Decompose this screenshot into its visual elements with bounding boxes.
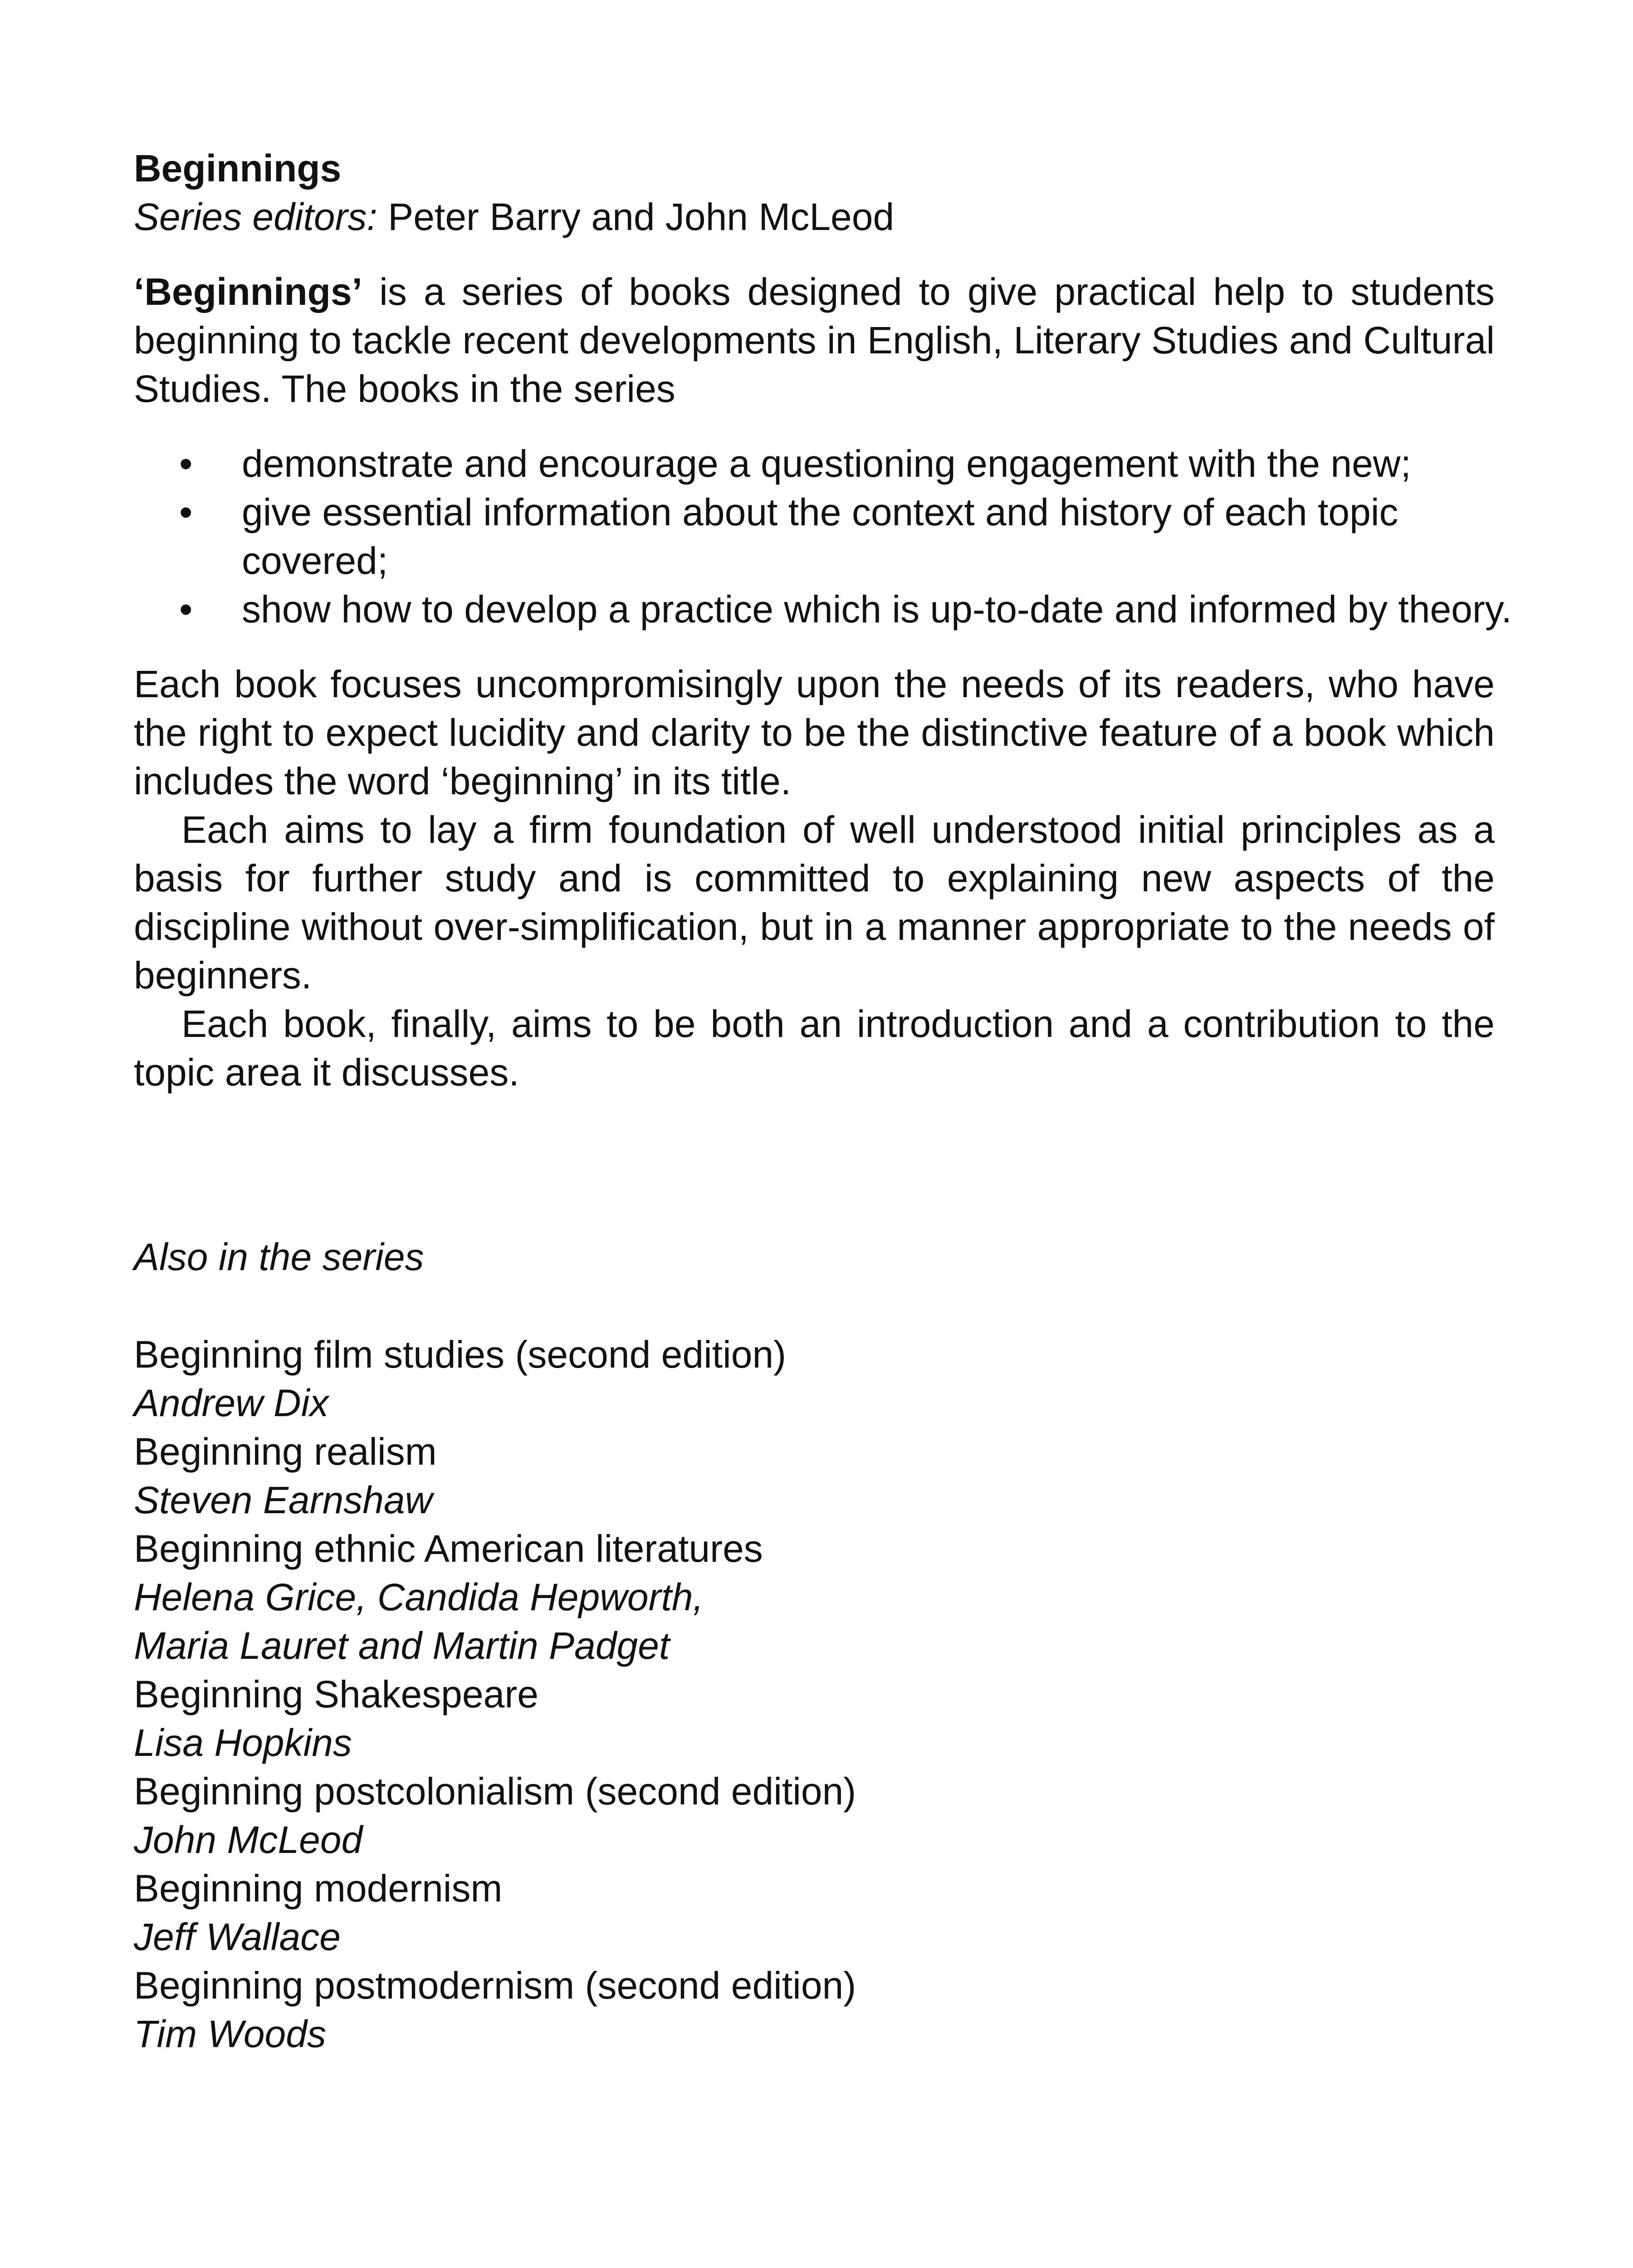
series-title: Beginnings bbox=[134, 147, 342, 190]
book-title: Beginning modernism bbox=[134, 1867, 503, 1910]
bullet-icon: • bbox=[179, 442, 193, 485]
series-editors-names: Peter Barry and John McLeod bbox=[377, 196, 895, 238]
series-page bbox=[134, 144, 1512, 2058]
book-list bbox=[134, 1330, 1495, 2058]
book-author: Jeff Wallace bbox=[134, 1916, 341, 1958]
book-title: Beginning postcolonialism (second edition) bbox=[134, 1770, 856, 1813]
book-title: Beginning Shakespeare bbox=[134, 1673, 539, 1716]
feature-item bbox=[134, 585, 1548, 634]
book-author: John McLeod bbox=[134, 1818, 363, 1861]
also-in-series-heading: Also in the series bbox=[134, 1236, 424, 1278]
feature-text: give essential information about the context and history of each topic covered; bbox=[242, 491, 1398, 582]
series-intro-paragraph bbox=[134, 268, 1495, 413]
book-title: Beginning postmodernism (second edition) bbox=[134, 1964, 856, 2007]
bullet-icon: • bbox=[179, 491, 193, 533]
book-author: Andrew Dix bbox=[134, 1382, 329, 1424]
series-intro-text: is a series of books designed to give practical help to students beginning to tackle recent developments in English, Literary Studies and Cultural Studies. The books in the series bbox=[134, 270, 1495, 410]
series-features-list bbox=[134, 440, 1512, 634]
feature-item bbox=[134, 440, 1548, 488]
book-author: Steven Earnshaw bbox=[134, 1479, 433, 1521]
book-title: Beginning film studies (second edition) bbox=[134, 1333, 787, 1376]
foundation-paragraph: Each aims to lay a firm foundation of well understood initial principles as a basis for further study and is committed to explaining new aspects of the discipline without over-simplification, but in a manner appropriate to the needs of beginners. bbox=[134, 808, 1495, 997]
book-author: Tim Woods bbox=[134, 2013, 326, 2055]
book-title: Beginning realism bbox=[134, 1430, 437, 1473]
series-editors-label: Series editors: bbox=[134, 196, 377, 238]
book-title: Beginning ethnic American literatures bbox=[134, 1527, 763, 1570]
book-author: Helena Grice, Candida Hepworth, bbox=[134, 1576, 704, 1618]
series-editors-line bbox=[134, 193, 1495, 241]
feature-text: demonstrate and encourage a questioning engagement with the new; bbox=[242, 442, 1411, 485]
contribution-paragraph: Each book, finally, aims to be both an introduction and a contribution to the topic area it discusses. bbox=[134, 1002, 1495, 1094]
series-intro-lead: ‘Beginnings’ bbox=[134, 270, 362, 313]
feature-item bbox=[134, 488, 1548, 585]
book-author: Maria Lauret and Martin Padget bbox=[134, 1624, 670, 1667]
bullet-icon: • bbox=[179, 588, 193, 631]
book-author: Lisa Hopkins bbox=[134, 1721, 352, 1764]
feature-text: show how to develop a practice which is up-to-date and informed by theory. bbox=[242, 588, 1512, 631]
readers-paragraph: Each book focuses uncompromisingly upon the needs of its readers, who have the right to expect lucidity and clarity to be the distinctive feature of a book which includes the word ‘beginning’ in its title. bbox=[134, 663, 1495, 802]
